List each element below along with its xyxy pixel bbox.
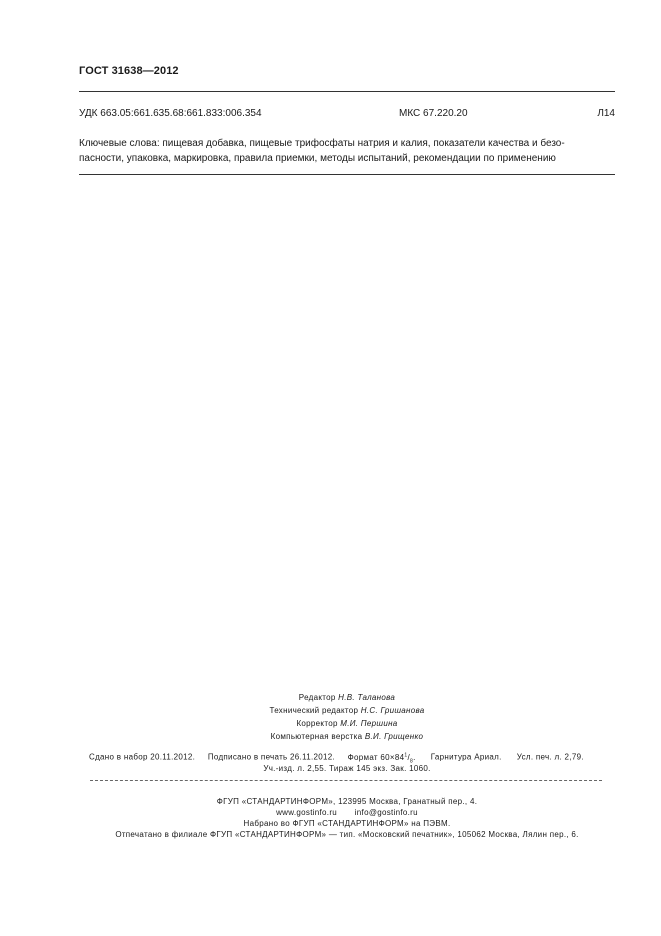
corrector-label: Корректор xyxy=(296,719,338,728)
print-sheets: Усл. печ. л. 2,79. xyxy=(516,752,584,762)
editor-name: Н.В. Таланова xyxy=(338,693,396,702)
keywords-block xyxy=(79,136,615,166)
format-sup: 1 xyxy=(404,752,408,758)
layout-name: В.И. Грищенко xyxy=(364,732,424,741)
email-link[interactable]: info@gostinfo.ru xyxy=(354,808,418,817)
keywords-line-1: Ключевые слова: пищевая добавка, пищевые трифосфаты натрия и калия, показатели качества и безо- xyxy=(79,138,565,149)
editor-label: Редактор xyxy=(298,693,336,702)
typeset-info: Набрано во ФГУП «СТАНДАРТИНФОРМ» на ПЭВМ. xyxy=(243,819,451,828)
publisher-address: ФГУП «СТАНДАРТИНФОРМ», 123995 Москва, Гранатный пер., 4. xyxy=(216,797,478,806)
format-suffix: . xyxy=(413,752,416,762)
layout-label: Компьютерная верстка xyxy=(270,732,363,741)
udk-code: УДК 663.05:661.635.68:661.833:006.354 xyxy=(79,108,262,119)
format-info: Формат $60\times 84^1/_8$. xyxy=(347,752,416,765)
publisher-contacts xyxy=(79,808,615,817)
classification-code: Л14 xyxy=(597,108,615,119)
format-sub: 8 xyxy=(409,758,414,765)
document-title: ГОСТ 31638—2012 xyxy=(79,65,179,77)
printed-info: Отпечатано в филиале ФГУП «СТАНДАРТИНФОРМ» — тип. «Московский печатник», 105062 Москва, Лялин пер., 6. xyxy=(115,830,579,839)
tech-editor-label: Технический редактор xyxy=(269,706,359,715)
layout-credit xyxy=(79,732,615,741)
publication-info xyxy=(79,752,615,778)
header-divider xyxy=(79,91,615,92)
credits-block xyxy=(79,693,615,743)
tech-editor-credit xyxy=(79,706,615,715)
tech-editor-name: Н.С. Гришанова xyxy=(360,706,425,715)
publication-row-2: Уч.-изд. л. 2,55. Тираж 145 экз. Зак. 1060. xyxy=(263,764,431,773)
keywords-line-2: пасности, упаковка, маркировка, правила приемки, методы испытаний, рекомендации по применению xyxy=(79,153,556,164)
signed-date: Подписано в печать 26.11.2012. xyxy=(207,752,336,762)
submitted-date: Сдано в набор 20.11.2012. xyxy=(89,752,196,762)
publication-row-1 xyxy=(89,752,605,764)
keywords-divider xyxy=(79,174,615,175)
corrector-credit xyxy=(79,719,615,728)
website-link[interactable]: www.gostinfo.ru xyxy=(276,808,338,817)
typeface-info: Гарнитура Ариал. xyxy=(430,752,502,762)
imprint-block xyxy=(79,797,615,842)
mks-code: МКС 67.220.20 xyxy=(399,108,468,119)
corrector-name: М.И. Першина xyxy=(340,719,398,728)
format-prefix: Формат 60×84 xyxy=(347,752,405,762)
editor-credit xyxy=(79,693,615,702)
publication-divider xyxy=(90,780,602,781)
